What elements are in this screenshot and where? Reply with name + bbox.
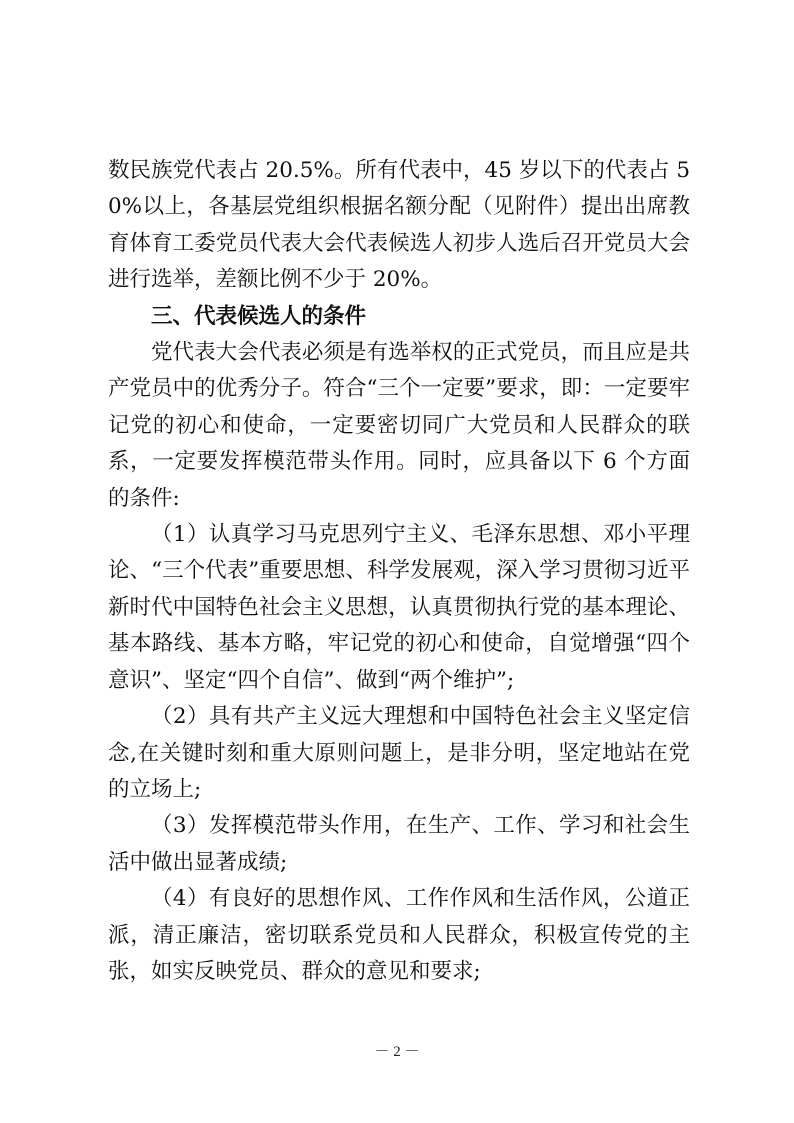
condition-item-2: （2）具有共产主义远大理想和中国特色社会主义坚定信念,在关键时刻和重大原则问题上，是非分明，坚定地站在党的立场上; bbox=[108, 704, 690, 802]
condition-item-1: （1）认真学习马克思列宁主义、毛泽东思想、邓小平理论、“三个代表”重要思想、科学发展观，深入学习贯彻习近平新时代中国特色社会主义思想，认真贯彻执行党的基本理论、基本路线、基本方略，牢记党的初心和使命，自觉增强“四个意识”、坚定“四个自信”、做到“两个维护”; bbox=[108, 522, 690, 693]
document-body bbox=[108, 153, 690, 990]
condition-item-3: （3）发挥模范带头作用，在生产、工作、学习和社会生活中做出显著成绩; bbox=[108, 813, 690, 875]
section-heading: 三、代表候选人的条件 bbox=[151, 303, 367, 329]
condition-item-4: （4）有良好的思想作风、工作作风和生活作风，公道正派，清正廉洁，密切联系党员和人民群众，积极宣传党的主张，如实反映党员、群众的意见和要求; bbox=[108, 886, 690, 984]
paragraph-intro: 党代表大会代表必须是有选举权的正式党员，而且应是共产党员中的优秀分子。符合“三个一定要”要求，即：一定要牢记党的初心和使命，一定要密切同广大党员和人民群众的联系，一定要发挥模范带头作用。同时，应具备以下 6 个方面的条件: bbox=[108, 340, 690, 511]
paragraph-continued: 数民族党代表占 20.5%。所有代表中，45 岁以下的代表占 50%以上，各基层党组织根据名额分配（见附件）提出出席教育体育工委党员代表大会代表候选人初步人选后召开党员大会进行选举，差额比例不少于 20%。 bbox=[108, 158, 690, 293]
page-number: － 2 － bbox=[374, 1044, 420, 1060]
